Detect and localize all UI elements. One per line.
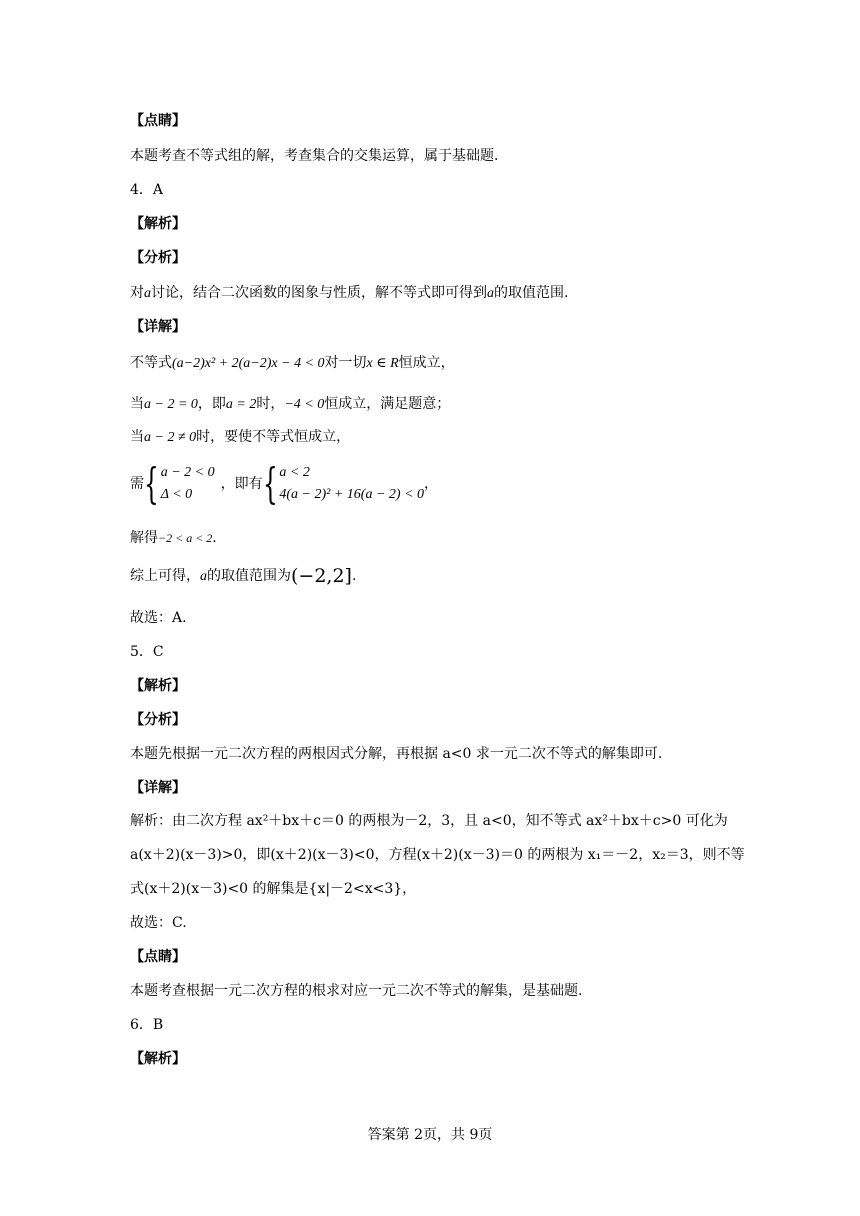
page-footer: 答案第 2页，共 9页	[367, 1127, 493, 1143]
detail-line-1: 解析：由二次方程 ax²＋bx＋c＝0 的两根为－2，3，且 a<0，知不等式 ax²＋bx＋c>0 可化为	[130, 813, 728, 829]
conclusion-range: 综上可得，a的取值范围为(−2,2].	[130, 565, 357, 587]
x-in-R: x ∈ R	[366, 356, 399, 371]
system-2: a < 2 4(a − 2)² + 16(a − 2) < 0	[279, 465, 425, 502]
paragraph-text: 本题考查根据一元二次方程的根求对应一元二次不等式的解集，是基础题.	[130, 983, 583, 999]
question-number-6: 6．B	[130, 1017, 164, 1033]
section-heading-jiexi: 【解析】	[130, 216, 186, 232]
detail-line-2: a(x＋2)(x－3)>0，即(x＋2)(x－3)<0，方程(x＋2)(x－3)＝0 的两根为 x₁＝－2，x₂＝3，则不等	[130, 847, 745, 863]
left-brace: {	[144, 459, 159, 508]
section-heading-fenxi: 【分析】	[130, 712, 186, 728]
case-a-not-2: 当a − 2 ≠ 0时，要使不等式恒成立，	[130, 429, 351, 445]
section-heading-xiangjie: 【详解】	[130, 780, 186, 796]
section-heading-fenxi: 【分析】	[130, 250, 186, 266]
analysis-text: 对a讨论，结合二次函数的图象与性质，解不等式即可得到a的取值范围.	[130, 285, 569, 301]
inequality-statement: 不等式(a−2)x² + 2(a−2)x − 4 < 0对一切x ∈ R恒成立，	[130, 355, 455, 371]
question-number-4: 4．A	[130, 182, 164, 198]
section-heading-jiexi: 【解析】	[130, 678, 186, 694]
answer-choice-5: 故选：C.	[130, 915, 187, 931]
detail-line-3: 式(x＋2)(x－3)<0 的解集是{x|－2<x<3}，	[130, 881, 417, 897]
paragraph-text: 本题考查不等式组的解，考查集合的交集运算，属于基础题.	[130, 148, 499, 164]
section-heading-dianjing: 【点睛】	[130, 949, 186, 965]
left-brace: {	[262, 459, 278, 508]
question-number-5: 5．C	[130, 644, 164, 660]
analysis-text: 本题先根据一元二次方程的两根因式分解，再根据 a<0 求一元二次不等式的解集即可.	[130, 746, 663, 762]
condition-systems: 需{ a − 2 < 0 Δ < 0 ，即有{ a < 2 4(a − 2)² + 16(a − 2) < 0 ，	[130, 459, 439, 508]
answer-choice-4: 故选：A.	[130, 610, 187, 626]
section-heading-dianjing: 【点睛】	[130, 113, 186, 129]
section-heading-jiexi: 【解析】	[130, 1051, 186, 1067]
system-1: a − 2 < 0 Δ < 0	[160, 465, 215, 502]
solution-range: 解得−2 < a < 2.	[130, 530, 217, 546]
inequality-formula: (a−2)x² + 2(a−2)x − 4 < 0	[172, 356, 325, 371]
section-heading-xiangjie: 【详解】	[130, 319, 186, 335]
case-a-equals-2: 当a − 2 = 0，即a = 2时，−4 < 0恒成立，满足题意；	[130, 396, 451, 412]
